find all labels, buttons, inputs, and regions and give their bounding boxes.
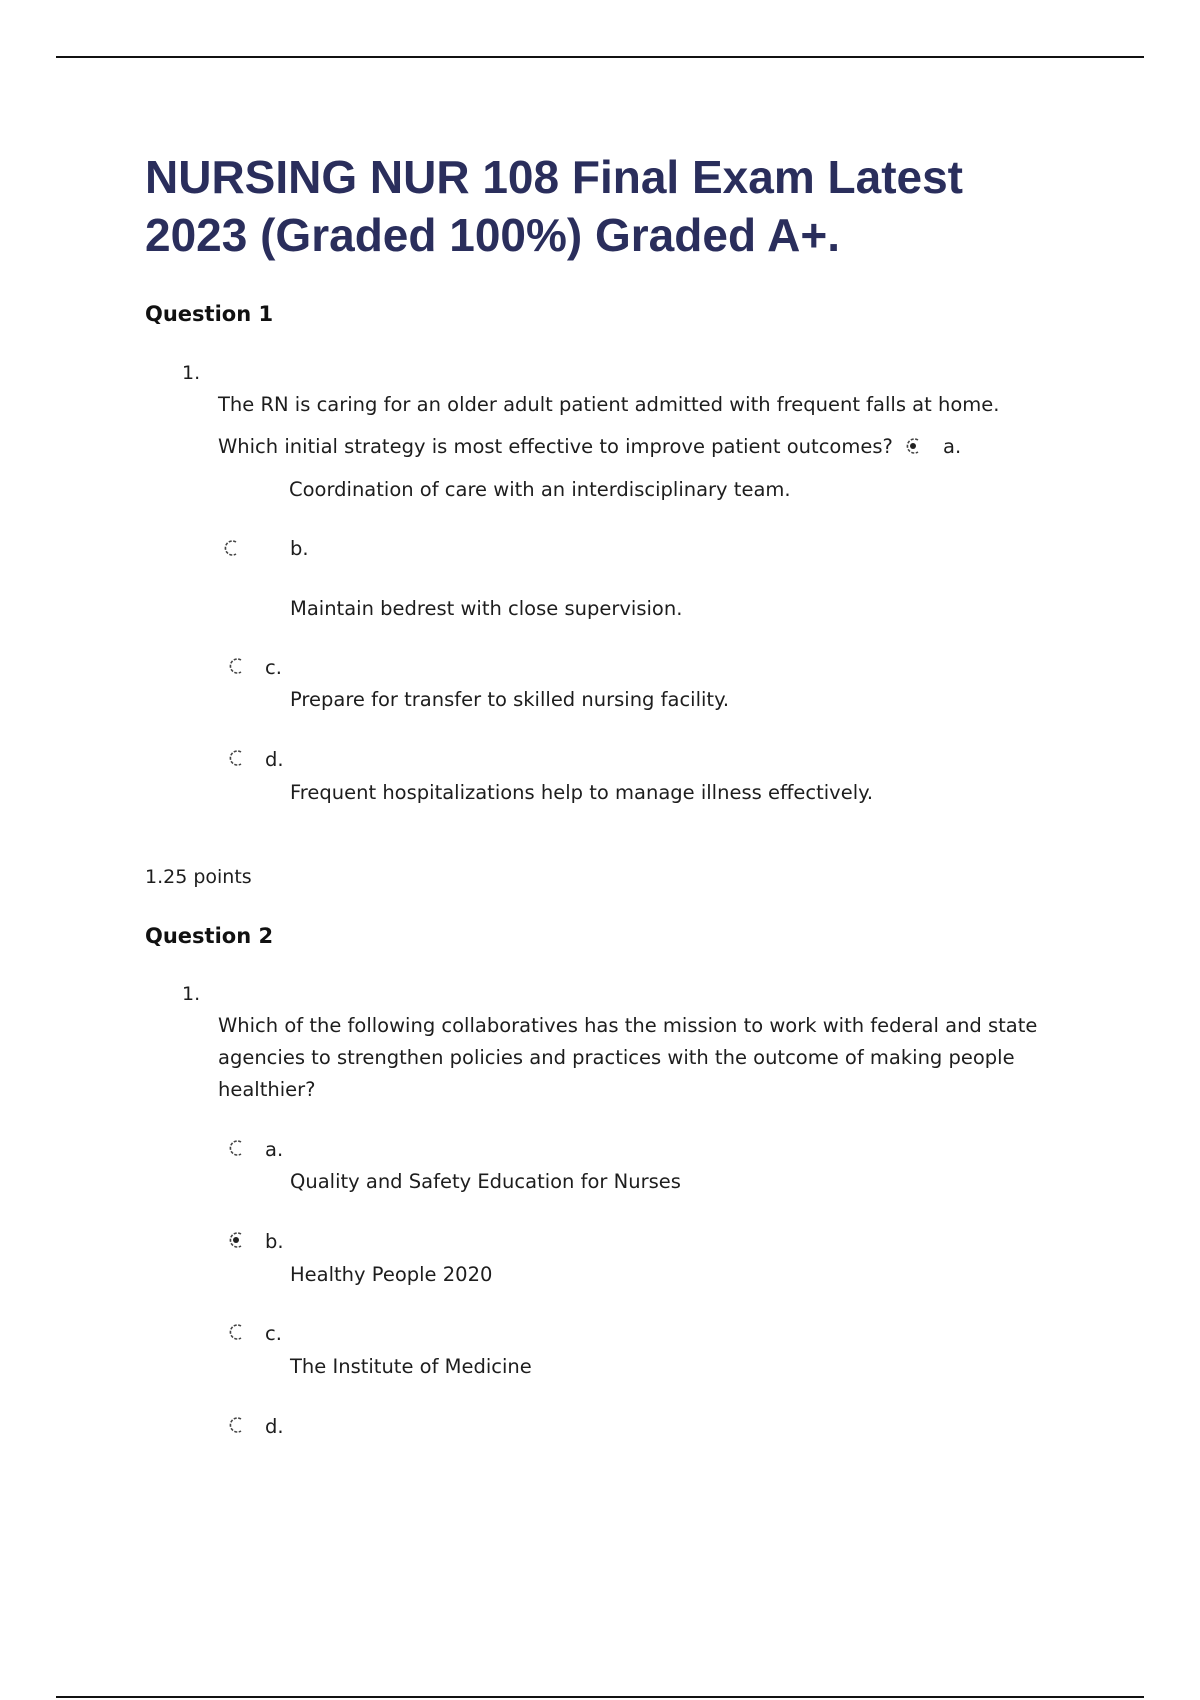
page-title: NURSING NUR 108 Final Exam Latest 2023 (Graded 100%) Graded A+. — [145, 151, 964, 261]
q1-option-b-letter: b. — [290, 537, 309, 560]
q1-option-c-radio[interactable] — [226, 656, 246, 676]
question-2-heading: Question 2 — [145, 924, 274, 948]
question-1-points: 1.25 points — [145, 866, 252, 888]
question-2-prompt: Which of the following collaboratives has the mission to work with federal and state agencies to strengthen policies and practices with the outcome of making people healthier? — [218, 1014, 1038, 1101]
radio-selected-icon — [226, 1230, 246, 1250]
question-1-prompt-line2: Which initial strategy is most effective to improve patient outcomes? — [218, 435, 893, 458]
q2-option-a-text: Quality and Safety Education for Nurses — [290, 1170, 681, 1193]
q1-option-b-radio[interactable] — [221, 538, 241, 558]
q2-option-a-letter: a. — [265, 1138, 284, 1161]
q2-option-a-radio[interactable] — [226, 1138, 246, 1158]
radio-unselected-icon — [226, 1138, 246, 1158]
q2-option-c-text: The Institute of Medicine — [290, 1355, 532, 1378]
radio-selected-icon — [903, 436, 923, 456]
q2-option-b-text: Healthy People 2020 — [290, 1263, 493, 1286]
bottom-rule — [56, 1696, 1144, 1698]
q1-option-d-letter: d. — [265, 748, 284, 771]
q2-option-b-letter: b. — [265, 1230, 284, 1253]
radio-unselected-icon — [221, 538, 241, 558]
q2-option-c-letter: c. — [265, 1322, 282, 1345]
q2-option-c-radio[interactable] — [226, 1322, 246, 1342]
q1-option-d-text: Frequent hospitalizations help to manage illness effectively. — [290, 781, 874, 804]
q2-option-b-radio-selected[interactable] — [226, 1230, 246, 1250]
radio-unselected-icon — [226, 1415, 246, 1435]
q1-option-a-radio-selected[interactable] — [903, 436, 923, 456]
question-1-prompt-line1: The RN is caring for an older adult patient admitted with frequent falls at home. — [218, 393, 1000, 416]
top-rule — [56, 56, 1144, 58]
q1-option-a-letter: a. — [943, 435, 962, 458]
q2-option-d-letter: d. — [265, 1415, 284, 1438]
question-1-number: 1. — [182, 362, 201, 384]
question-1-heading: Question 1 — [145, 302, 274, 326]
q1-option-c-letter: c. — [265, 656, 282, 679]
question-2-number: 1. — [182, 983, 201, 1005]
radio-unselected-icon — [226, 1322, 246, 1342]
q1-option-d-radio[interactable] — [226, 748, 246, 768]
q1-option-c-text: Prepare for transfer to skilled nursing facility. — [290, 688, 730, 711]
radio-unselected-icon — [226, 656, 246, 676]
q2-option-d-radio[interactable] — [226, 1415, 246, 1435]
q1-option-a-text: Coordination of care with an interdisciplinary team. — [289, 478, 791, 501]
radio-unselected-icon — [226, 748, 246, 768]
q1-option-b-text: Maintain bedrest with close supervision. — [290, 597, 683, 620]
